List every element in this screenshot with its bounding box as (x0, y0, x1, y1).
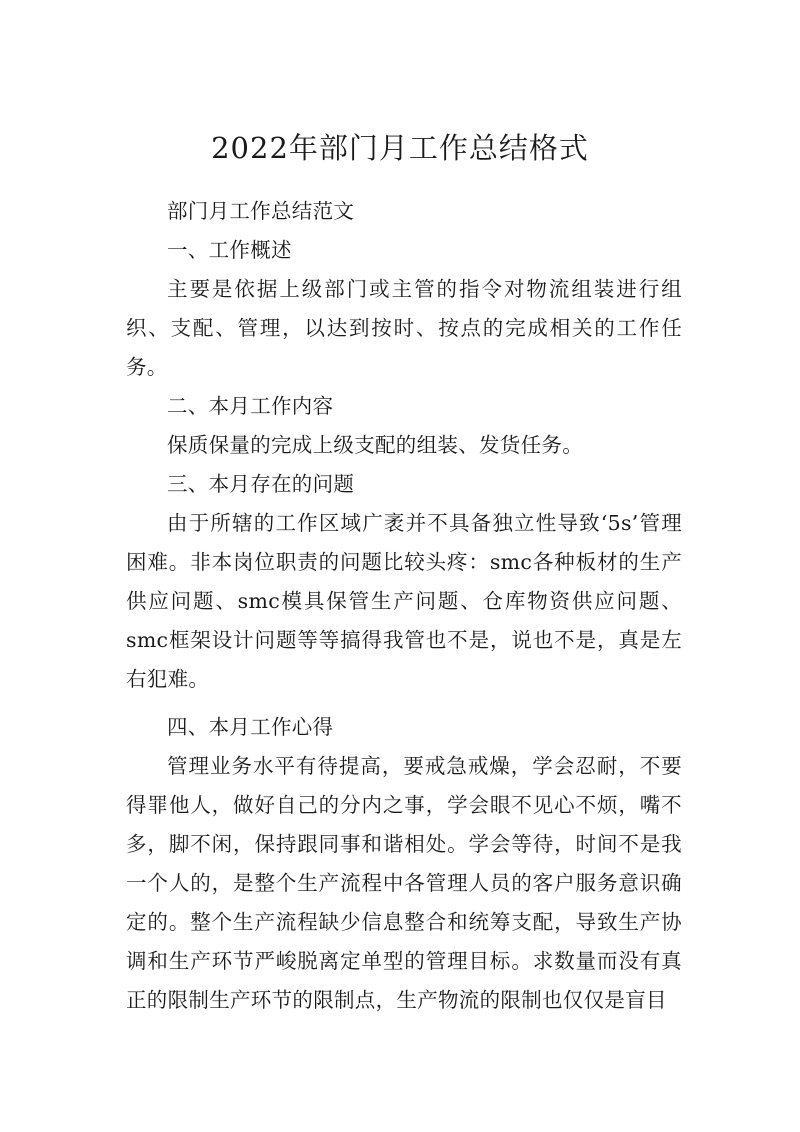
section-heading-2: 二、本月工作内容 (167, 394, 334, 418)
section-heading-1: 一、工作概述 (167, 238, 292, 262)
paragraph-content: 保质保量的完成上级支配的组装、发货任务。 (167, 433, 583, 457)
paragraph-experience: 管理业务水平有待提高，要戒急戒燥，学会忍耐，不要得罪他人，做好自己的分内之事，学会眼不见心不烦，嘴不多，脚不闲，保持跟同事和谐相处。学会等待，时间不是我一个人的，是整个生产流程中各管理人员的客户服务意识确定的。整个生产流程缺少信息整合和统筹支配，导致生产协调和生产环节严峻脱离定单型的管理目标。求数量而没有真正的限制生产环节的限制点，生产物流的限制也仅仅是盲目 (126, 754, 682, 1012)
document-body (126, 192, 682, 1020)
document-title: 2022年部门月工作总结格式 (211, 131, 589, 165)
paragraph-overview: 主要是依据上级部门或主管的指令对物流组装进行组织、支配、管理，以达到按时、按点的完成相关的工作任务。 (126, 277, 682, 379)
section-heading-4: 四、本月工作心得 (167, 715, 334, 739)
paragraph-problems: 由于所辖的工作区域广袤并不具备独立性导致‘5s’管理困难。非本岗位职责的问题比较头疼：smc各种板材的生产供应问题、smc模具保管生产问题、仓库物资供应问题、smc框架设计问题等等搞得我管也不是，说也不是，真是左右犯难。 (126, 511, 682, 691)
paragraph-intro: 部门月工作总结范文 (167, 199, 355, 223)
section-heading-3: 三、本月存在的问题 (167, 472, 355, 496)
